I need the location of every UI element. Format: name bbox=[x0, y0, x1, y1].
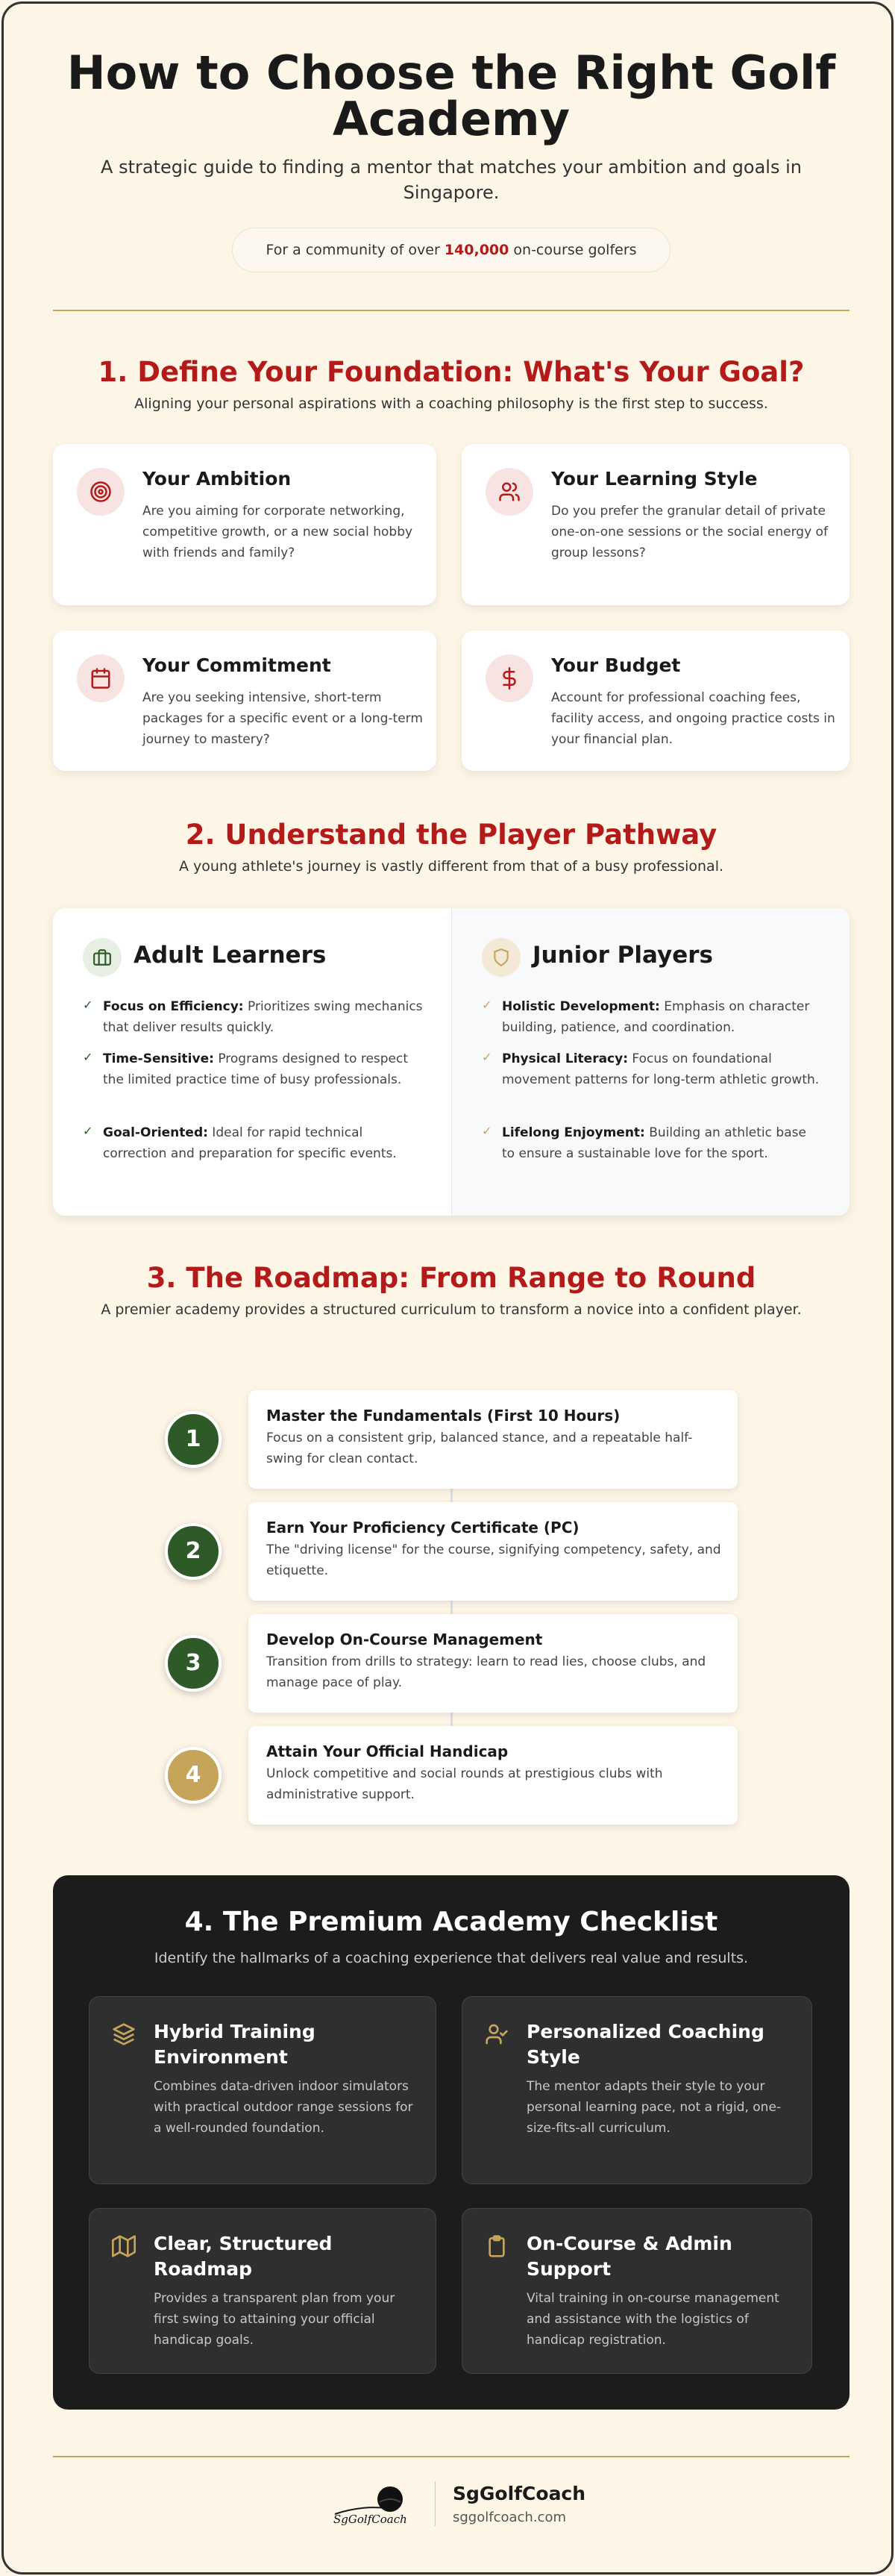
user-check-icon bbox=[485, 2022, 509, 2046]
step-number: 2 bbox=[165, 1523, 222, 1580]
divider bbox=[53, 310, 850, 311]
footer-divider bbox=[435, 2481, 436, 2526]
roadmap-step-2 bbox=[248, 1502, 738, 1601]
roadmap-step-1 bbox=[248, 1390, 738, 1489]
section4-title: 4. The Premium Academy Checklist bbox=[184, 1907, 718, 1937]
check-icon: ✓ bbox=[83, 998, 93, 1012]
infographic-frame bbox=[1, 1, 894, 2575]
check-icon: ✓ bbox=[482, 1050, 492, 1064]
premium-checklist-panel bbox=[53, 1875, 850, 2410]
community-count: 140,000 bbox=[444, 242, 509, 258]
roadmap-step-4 bbox=[248, 1726, 738, 1825]
check-icon: ✓ bbox=[83, 1050, 93, 1064]
check-icon: ✓ bbox=[482, 998, 492, 1012]
card-title: Your Budget bbox=[551, 654, 681, 676]
step-text: The "driving license" for the course, signifying competency, safety, and etiquette. bbox=[266, 1542, 721, 1578]
card-title: Hybrid Training Environment bbox=[154, 2021, 315, 2068]
step-number: 3 bbox=[165, 1635, 222, 1692]
adult-learners-title: Adult Learners bbox=[134, 942, 327, 969]
goal-card-budget bbox=[462, 631, 850, 771]
step-number: 1 bbox=[165, 1411, 222, 1468]
section3-title: 3. The Roadmap: From Range to Round bbox=[146, 1262, 756, 1294]
check-icon: ✓ bbox=[83, 1124, 93, 1138]
step-text: Focus on a consistent grip, balanced stance, and a repeatable half-swing for clean contact. bbox=[266, 1431, 693, 1466]
goal-card-learning-style bbox=[462, 444, 850, 605]
check-icon: ✓ bbox=[482, 1124, 492, 1138]
svg-text:SgGolfCoach: SgGolfCoach bbox=[333, 2513, 407, 2526]
adult-learners-column: Adult Learners ✓ Focus on Efficiency: Prioritizes swing mechanics that deliver results quickly. ✓ Time-Sensitive: Programs designed to respect the limited practice time of busy professionals. ✓ Goal-Oriented: Ideal for rapid technical correction and preparation for specific events. bbox=[53, 908, 451, 1216]
junior-players-title: Junior Players bbox=[533, 942, 713, 969]
checklist-card-support bbox=[462, 2208, 812, 2374]
community-prefix: For a community of over bbox=[266, 242, 445, 258]
target-icon bbox=[77, 468, 125, 516]
card-title: Your Learning Style bbox=[551, 468, 758, 490]
card-text: Combines data-driven indoor simulators with practical outdoor range sessions for a well-rounded foundation. bbox=[154, 2079, 413, 2136]
section2-subtitle: A young athlete's journey is vastly different from that of a busy professional. bbox=[178, 858, 724, 875]
section1-title: 1. Define Your Foundation: What's Your Goal? bbox=[98, 356, 805, 388]
section4-subtitle: Identify the hallmarks of a coaching experience that delivers real value and results. bbox=[154, 1950, 749, 1966]
website-link[interactable]: sggolfcoach.com bbox=[453, 2510, 566, 2525]
dollar-icon bbox=[486, 654, 533, 702]
section3-subtitle: A premier academy provides a structured curriculum to transform a novice into a confident player. bbox=[101, 1301, 802, 1318]
step-text: Transition from drills to strategy: learn to read lies, choose clubs, and manage pace of play. bbox=[266, 1654, 706, 1690]
checklist-card-roadmap bbox=[89, 2208, 436, 2374]
card-title: Your Ambition bbox=[142, 468, 292, 490]
clipboard-icon bbox=[485, 2234, 509, 2258]
card-text: Provides a transparent plan from your first swing to attaining your official handicap goals. bbox=[154, 2291, 395, 2348]
step-title: Master the Fundamentals (First 10 Hours) bbox=[266, 1407, 621, 1425]
goal-card-ambition bbox=[53, 444, 436, 605]
calendar-icon bbox=[77, 654, 125, 702]
roadmap-step-3 bbox=[248, 1614, 738, 1713]
layers-icon bbox=[112, 2022, 136, 2046]
briefcase-icon bbox=[83, 938, 122, 977]
shield-icon bbox=[482, 938, 521, 977]
card-title: Your Commitment bbox=[142, 654, 331, 676]
card-title: Personalized Coaching Style bbox=[527, 2021, 764, 2068]
card-text: Account for professional coaching fees, facility access, and ongoing practice costs in your financial plan. bbox=[551, 690, 835, 747]
card-title: Clear, Structured Roadmap bbox=[154, 2233, 333, 2280]
step-text: Unlock competitive and social rounds at prestigious clubs with administrative support. bbox=[266, 1766, 663, 1802]
step-title: Attain Your Official Handicap bbox=[266, 1742, 509, 1760]
section2-title: 2. Understand the Player Pathway bbox=[185, 819, 717, 851]
community-suffix: on-course golfers bbox=[509, 242, 637, 258]
junior-players-column: Junior Players ✓ Holistic Development: Emphasis on character building, patience, and coordination. ✓ Physical Literacy: Focus on foundational movement patterns for long-term athletic growth. ✓ Lifelong Enjoyment: Building an athletic base to ensure a sustainable love for the sport. bbox=[451, 908, 850, 1216]
brand-logo[interactable] bbox=[330, 2480, 414, 2530]
card-text: Do you prefer the granular detail of private one-on-one sessions or the social energy of group lessons? bbox=[551, 504, 828, 560]
divider bbox=[53, 2456, 850, 2457]
card-text: The mentor adapts their style to your personal learning pace, not a rigid, one-size-fits-all curriculum. bbox=[527, 2079, 782, 2136]
community-badge bbox=[232, 228, 671, 272]
checklist-card-hybrid bbox=[89, 1996, 436, 2184]
brand-name: SgGolfCoach bbox=[453, 2483, 586, 2504]
card-text: Are you aiming for corporate networking, competitive growth, or a new social hobby with friends and family? bbox=[142, 504, 413, 560]
goal-card-commitment bbox=[53, 631, 436, 771]
card-text: Are you seeking intensive, short-term packages for a specific event or a long-term journey to mastery? bbox=[142, 690, 423, 747]
card-text: Vital training in on-course management and assistance with the logistics of handicap registration. bbox=[527, 2291, 779, 2348]
page-title: How to Choose the Right Golf Academy bbox=[66, 46, 836, 146]
player-pathway-panel bbox=[53, 908, 850, 1216]
page-subtitle: A strategic guide to finding a mentor that matches your ambition and goals in Singapore. bbox=[101, 157, 802, 203]
card-title: On-Course & Admin Support bbox=[527, 2233, 732, 2280]
users-icon bbox=[486, 468, 533, 516]
checklist-card-personalized bbox=[462, 1996, 812, 2184]
map-icon bbox=[112, 2234, 136, 2258]
section1-subtitle: Aligning your personal aspirations with a coaching philosophy is the first step to success. bbox=[134, 396, 768, 412]
step-number: 4 bbox=[165, 1747, 222, 1804]
step-title: Develop On-Course Management bbox=[266, 1631, 543, 1648]
step-title: Earn Your Proficiency Certificate (PC) bbox=[266, 1519, 580, 1536]
